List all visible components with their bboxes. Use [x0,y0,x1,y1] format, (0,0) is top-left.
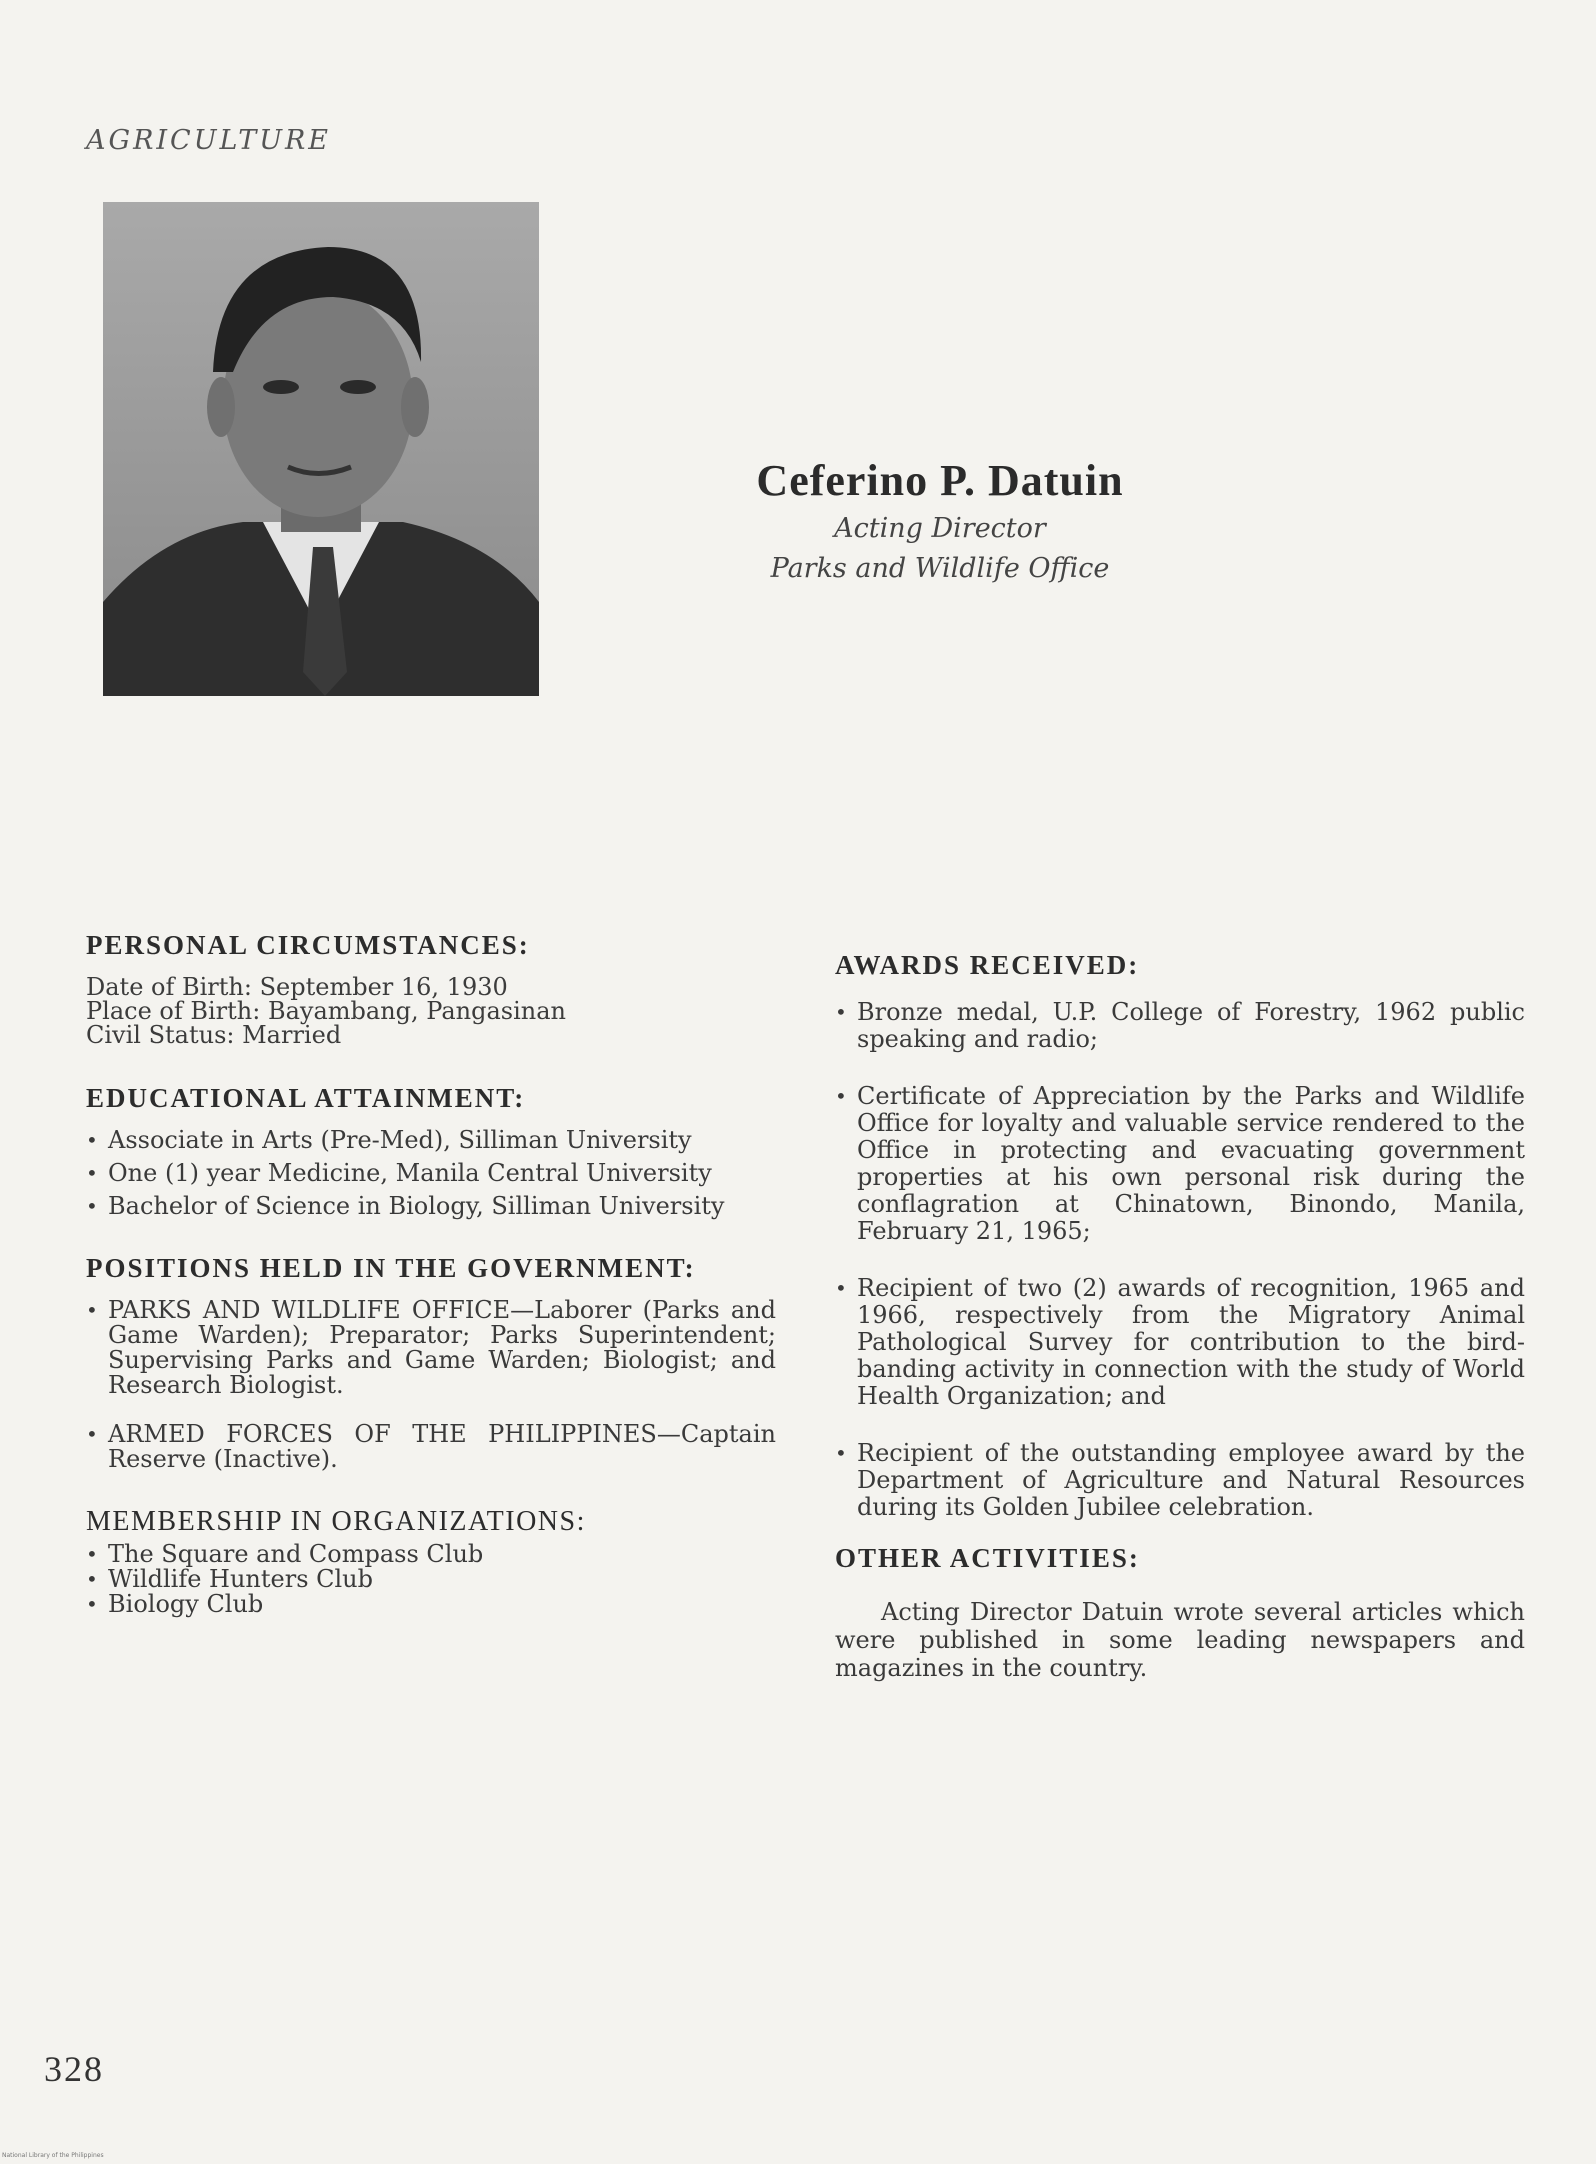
right-column [835,950,1525,1682]
portrait-photo [103,202,539,696]
education-heading: EDUCATIONAL ATTAINMENT: [86,1083,526,1113]
positions-heading: POSITIONS HELD IN THE GOVERNMENT: [86,1253,696,1283]
personal-heading: PERSONAL CIRCUMSTANCES: [86,930,530,960]
awards-heading: AWARDS RECEIVED: [835,950,1140,980]
education-list [86,1128,776,1219]
left-column [86,930,776,1651]
list-item: • The Square and Compass Club [86,1542,776,1567]
personal-details [86,975,776,1047]
person-name: Ceferino P. Datuin [756,456,1124,505]
list-item: • Wildlife Hunters Club [86,1567,776,1592]
list-item: • ARMED FORCES OF THE PHILIPPINES—Captain Reserve (Inactive). [86,1422,776,1472]
list-item: • Bachelor of Science in Biology, Silliman University [86,1194,776,1219]
list-item: • Biology Club [86,1592,776,1617]
page-number: 328 [44,2049,104,2089]
positions-list [86,1298,776,1472]
membership-list [86,1542,776,1617]
list-item: • Bronze medal, U.P. College of Forestry, 1962 public speaking and radio; [835,999,1525,1053]
list-item: • Associate in Arts (Pre-Med), Silliman University [86,1128,776,1153]
portrait-icon [103,202,539,696]
membership-heading: MEMBERSHIP IN ORGANIZATIONS: [86,1506,586,1537]
list-item: • Recipient of the outstanding employee award by the Department of Agriculture and Natural Resources during its Golden Jubilee celebration. [835,1440,1525,1521]
other-activities-heading: OTHER ACTIVITIES: [835,1543,1140,1573]
profile-header [680,455,1200,586]
person-office: Parks and Wildlife Office [770,553,1110,584]
other-activities-text: Acting Director Datuin wrote several articles which were published in some leading newspapers and magazines in the country. [835,1598,1525,1682]
birth-place: Place of Birth: Bayambang, Pangasinan [86,997,567,1025]
list-item: • Certificate of Appreciation by the Parks and Wildlife Office for loyalty and valuable service rendered to the Office in protecting and evacuating government properties at his own personal risk during the conflagration at Chinatown, Binondo, Manila, February 21, 1965; [835,1083,1525,1245]
civil-status: Civil Status: Married [86,1021,342,1049]
list-item: • PARKS AND WILDLIFE OFFICE—Laborer (Parks and Game Warden); Preparator; Parks Superintendent; Supervising Parks and Game Warden; Biologist; and Research Biologist. [86,1298,776,1398]
list-item: • Recipient of two (2) awards of recognition, 1965 and 1966, respectively from the Migratory Animal Pathological Survey for contribution to the bird-banding activity in connection with the study of World Health Organization; and [835,1275,1525,1410]
person-title: Acting Director [834,513,1046,544]
list-item: • One (1) year Medicine, Manila Central University [86,1161,776,1186]
section-label: AGRICULTURE [86,125,332,156]
birth-date: Date of Birth: September 16, 1930 [86,973,508,1001]
footer-note: National Library of the Philippines [2,2152,104,2159]
awards-list [835,999,1525,1521]
